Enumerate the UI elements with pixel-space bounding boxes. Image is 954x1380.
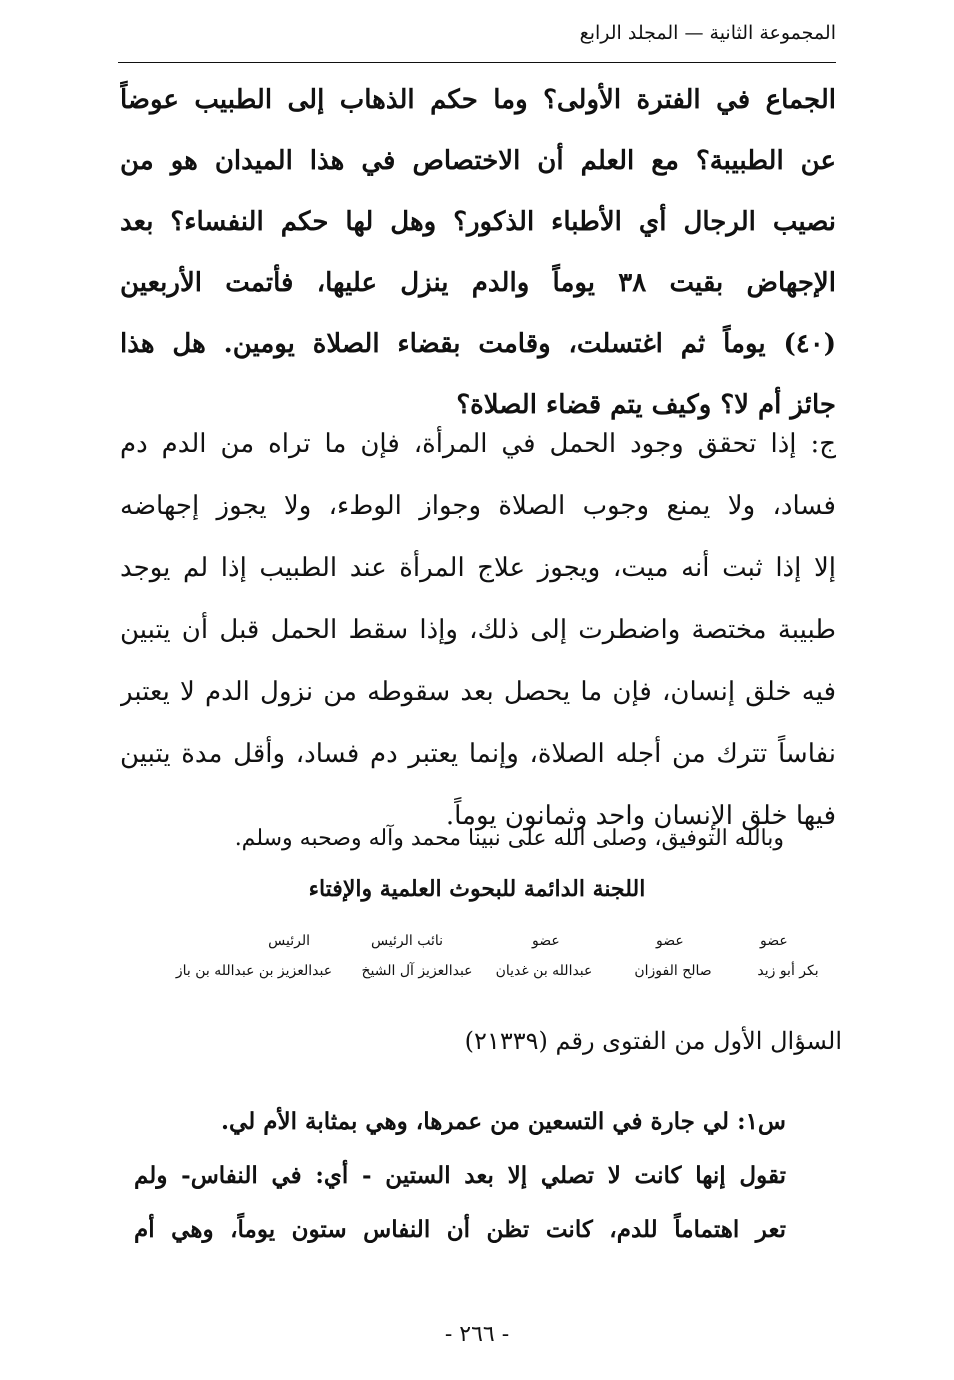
question-one-line: جائز أم لا؟ وكيف يتم قضاء الصلاة؟ <box>456 390 836 420</box>
member-role: عضو <box>656 933 684 949</box>
committee-members <box>118 926 836 996</box>
question-one-line: الإجهاض بقيت ٣٨ يوماً والدم ينزل عليها، فأتمت الأربعين <box>120 268 836 298</box>
question-two-line: س١: لي جارة في التسعين من عمرها، وهي بمثابة الأم لي. <box>221 1108 786 1135</box>
answer-line: إلا إذا ثبت أنه ميت، ويجوز علاج المرأة عند الطبيب إذا لم يوجد <box>120 553 836 583</box>
question-two-line: تقول إنها كانت لا تصلي إلا بعد الستين - أي: في النفاس- ولم <box>134 1162 786 1189</box>
committee-member <box>164 926 344 986</box>
answer-line: فيه خلق إنسان، فإن ما يحصل بعد سقوطه من نزول الدم لا يعتبر <box>120 677 836 707</box>
member-name: عبدالعزيز بن عبدالله بن باز <box>175 963 333 979</box>
committee-member <box>354 926 480 986</box>
member-role: نائب الرئيس <box>370 933 444 949</box>
answer-line: فساد، ولا يمنع وجوب الصلاة وجواز الوطء، ولا يجوز إجهاضه <box>120 491 836 521</box>
member-name: صالح الفوزان <box>634 963 712 979</box>
fatwa-heading: السؤال الأول من الفتوى رقم (٢١٣٣٩) <box>464 1027 842 1055</box>
member-name: بكر أبو زيد <box>757 963 819 979</box>
committee-member <box>620 926 726 986</box>
question-two <box>134 1095 786 1257</box>
member-name: عبدالله بن غديان <box>495 963 593 979</box>
answer-line: نفاساً تترك من أجله الصلاة، وإنما يعتبر دم فساد، وأقل مدة يتبين <box>120 739 836 769</box>
answer-paragraph <box>120 413 836 847</box>
question-one-continuation <box>120 70 836 436</box>
question-one-line: الجماع في الفترة الأولى؟ وما حكم الذهاب إلى الطبيب عوضاً <box>120 85 836 115</box>
member-name: عبدالعزيز آل الشيخ <box>361 963 473 979</box>
answer-line: طبيبة مختصة واضطرت إلى ذلك، وإذا سقط الحمل قبل أن يتبين <box>120 615 836 645</box>
committee-title: اللجنة الدائمة للبحوث العلمية والإفتاء <box>308 876 646 902</box>
member-role: الرئيس <box>268 933 310 949</box>
question-one-line: عن الطبيبة؟ مع العلم أن الاختصاص في هذا الميدان هو من <box>120 146 836 176</box>
committee-member <box>740 926 836 986</box>
member-role: عضو <box>760 933 788 949</box>
question-one-line: (٤٠) يوماً ثم اغتسلت، وقامت بقضاء الصلاة يومين. هل هذا <box>120 329 836 359</box>
committee-member <box>488 926 600 986</box>
member-role: عضو <box>532 933 560 949</box>
question-one-line: نصيب الرجال أي الأطباء الذكور؟ وهل لها حكم النفساء؟ بعد <box>120 207 836 237</box>
running-header-title: المجموعة الثانية — المجلد الرابع <box>576 22 836 44</box>
running-header <box>118 18 836 63</box>
page-number: - ٢٦٦ - <box>444 1322 510 1347</box>
answer-line: ج: إذا تحقق وجود الحمل في المرأة، فإن ما تراه من الدم دم <box>120 429 836 459</box>
closing-prayer: وبالله التوفيق، وصلى الله على نبينا محمد وآله وصحبه وسلم. <box>234 826 784 851</box>
question-two-line: تعر اهتماماً للدم، كانت تظن أن النفاس ستون يوماً، وهي أم <box>134 1216 786 1243</box>
answer-line: فيها خلق الإنسان واحد وثمانون يوماً. <box>445 801 836 831</box>
